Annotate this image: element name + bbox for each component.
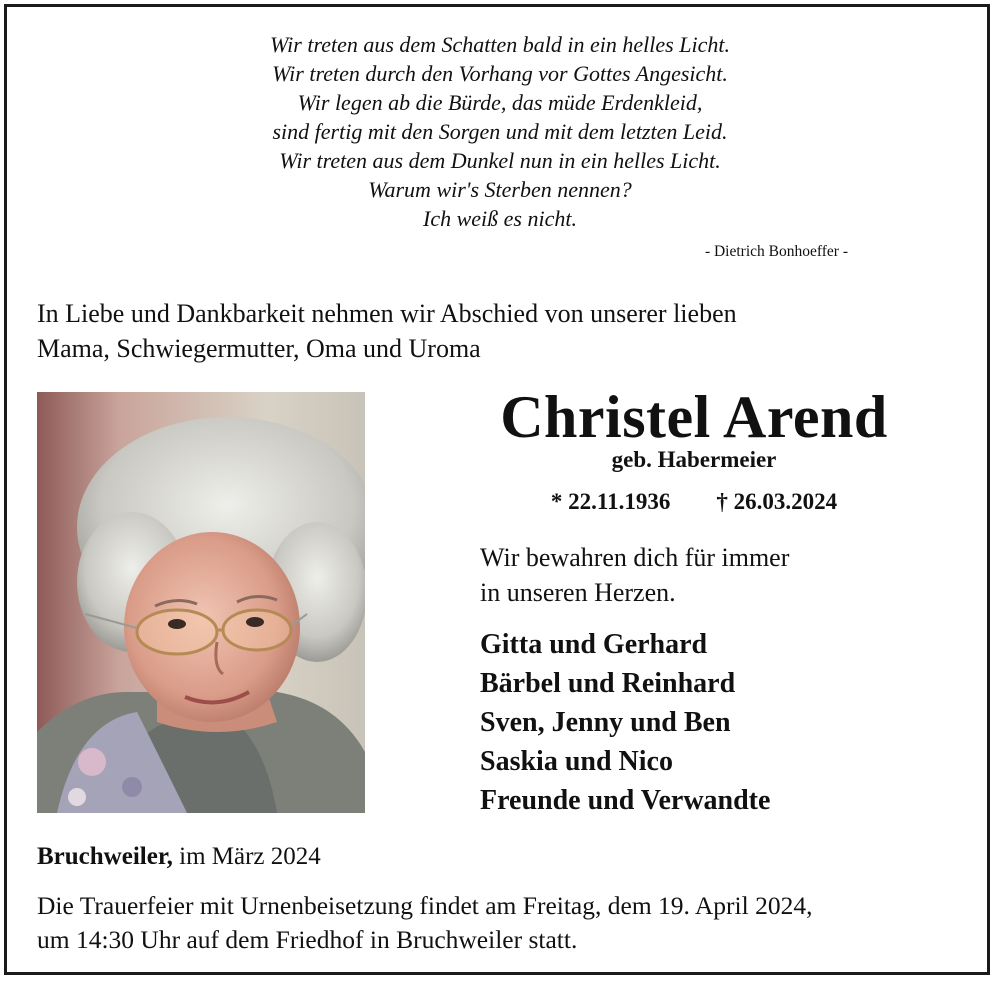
- quote-line: Wir bewahren dich für immer: [480, 543, 790, 572]
- mourner-entry: Gitta und Gerhard: [480, 629, 708, 660]
- mourner-entry: Bärbel und Reinhard: [480, 668, 736, 699]
- mourners-list: [480, 625, 770, 820]
- service-info: [37, 889, 812, 957]
- poem-author: - Dietrich Bonhoeffer -: [704, 243, 848, 260]
- place-month: im März 2024: [179, 843, 321, 870]
- service-line: um 14:30 Uhr auf dem Friedhof in Bruchweiler statt.: [37, 925, 578, 954]
- quote-line: in unseren Herzen.: [480, 578, 676, 607]
- place-town: Bruchweiler,: [37, 843, 173, 870]
- poem-line: Wir treten durch den Vorhang vor Gottes Angesicht.: [272, 61, 728, 86]
- poem-line: Wir treten aus dem Schatten bald in ein helles Licht.: [270, 32, 730, 57]
- place-date: [37, 843, 321, 871]
- mourner-entry: Freunde und Verwandte: [480, 785, 771, 816]
- poem-line: Wir treten aus dem Dunkel nun in ein helles Licht.: [279, 148, 721, 173]
- mourner-entry: Saskia und Nico: [480, 746, 673, 777]
- poem-line: sind fertig mit den Sorgen und mit dem letzten Leid.: [272, 119, 728, 144]
- birth-name: geb. Habermeier: [611, 447, 777, 472]
- remembrance-quote: [480, 540, 789, 610]
- mourner-entry: Sven, Jenny und Ben: [480, 707, 731, 738]
- life-dates: [444, 489, 944, 515]
- intro-line: Mama, Schwiegermutter, Oma und Uroma: [37, 334, 481, 363]
- intro-text: [37, 296, 737, 366]
- birth-date: * 22.11.1936: [550, 489, 671, 514]
- poem-line: Wir legen ab die Bürde, das müde Erdenkleid,: [297, 90, 703, 115]
- poem-line: Ich weiß es nicht.: [423, 206, 577, 231]
- intro-line: In Liebe und Dankbarkeit nehmen wir Abschied von unserer lieben: [37, 299, 737, 328]
- poem: [0, 30, 1000, 233]
- poem-line: Warum wir's Sterben nennen?: [368, 177, 632, 202]
- portrait-photo: [37, 392, 365, 813]
- deceased-name: Christel Arend: [500, 384, 888, 450]
- death-date: † 26.03.2024: [716, 489, 838, 514]
- service-line: Die Trauerfeier mit Urnenbeisetzung findet am Freitag, dem 19. April 2024,: [37, 891, 813, 920]
